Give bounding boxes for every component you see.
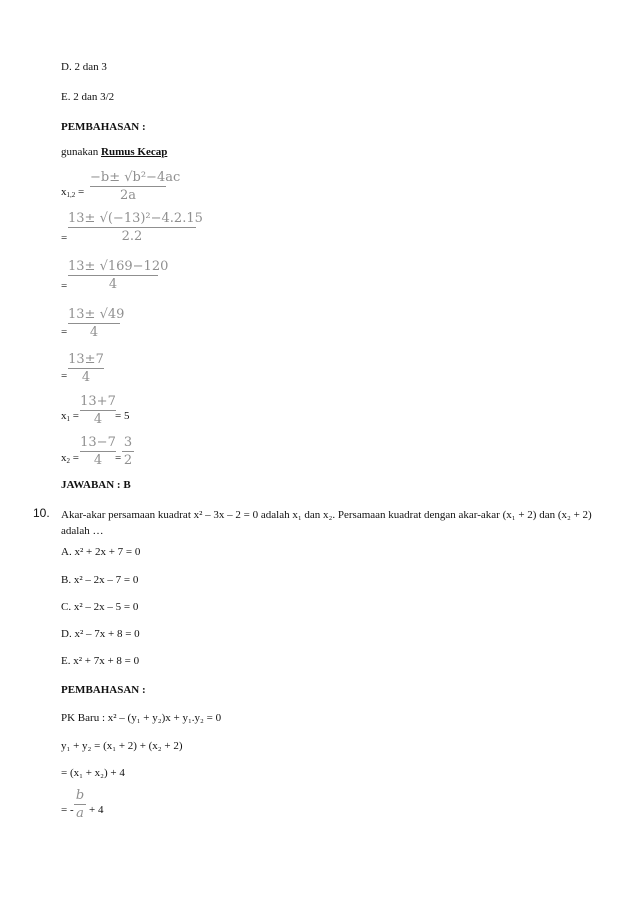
jawaban-answer: JAWABAN : B xyxy=(61,479,131,491)
x1-result: = 5 xyxy=(115,410,130,422)
option-d: D. 2 dan 3 xyxy=(61,61,107,73)
step1-eq: = xyxy=(61,232,68,244)
gunakan-label: gunakan xyxy=(61,146,102,158)
formula-numerator: −b± √b²−4ac xyxy=(90,170,181,185)
formula-denominator: 2a xyxy=(119,188,137,203)
x2-denominator: 4 xyxy=(93,453,103,468)
b-over-a-fraction xyxy=(74,788,86,821)
step3-denominator: 4 xyxy=(89,325,99,340)
x2-eq: = xyxy=(115,452,122,464)
step2-fraction xyxy=(68,259,169,292)
step2-denominator: 4 xyxy=(108,277,118,292)
step4-numerator: 13±7 xyxy=(68,352,104,367)
step1-denominator: 2.2 xyxy=(121,229,143,244)
step4-eq: = xyxy=(61,370,68,382)
quadratic-formula xyxy=(90,170,181,203)
pembahasan-heading-q10: PEMBAHASAN : xyxy=(61,684,146,696)
gunakan-text xyxy=(61,145,167,159)
step2-numerator: 13± √169−120 xyxy=(68,259,169,274)
pembahasan-heading: PEMBAHASAN : xyxy=(61,121,146,133)
x1-fraction xyxy=(80,394,116,427)
option-d-q10: D. x² – 7x + 8 = 0 xyxy=(61,628,140,640)
x1-label: $x_1$ = xyxy=(61,410,79,423)
x2-fraction xyxy=(80,435,116,468)
a-denominator: a xyxy=(76,806,84,821)
step1-fraction xyxy=(68,211,203,244)
last-prefix: = - xyxy=(61,804,74,816)
x2-numerator: 13−7 xyxy=(80,435,116,450)
sum-line: y₁ + y₂ = (x₁ + 2) + (x₂ + 2) xyxy=(61,740,183,752)
pk-baru-line: PK Baru : x² – (y₁ + y₂)x + y₁.y₂ = 0 xyxy=(61,712,222,724)
x2-result-fraction xyxy=(122,435,134,468)
option-c: C. x² – 2x – 5 = 0 xyxy=(61,601,139,613)
option-e-q10: E. x² + 7x + 8 = 0 xyxy=(61,655,140,667)
x2-result-numerator: 3 xyxy=(123,435,133,450)
x1-numerator: 13+7 xyxy=(80,394,116,409)
x12-label: $x_{1,2}$ = xyxy=(61,186,85,199)
step2-eq: = xyxy=(61,280,68,292)
step4-fraction xyxy=(68,352,104,385)
question-text: Akar-akar persamaan kuadrat x² – 3x – 2 = 0 adalah x₁ dan x₂. Persamaan kuadrat dengan akar-akar (x₁ + 2) dan (x₂ + 2) adalah … xyxy=(61,509,592,537)
step1-numerator: 13± √(−13)²−4.2.15 xyxy=(68,211,203,226)
step3-numerator: 13± √49 xyxy=(68,307,125,322)
step3-fraction xyxy=(68,307,125,340)
step4-denominator: 4 xyxy=(81,370,91,385)
option-e: E. 2 dan 3/2 xyxy=(61,91,115,103)
question-number: 10. xyxy=(33,506,50,520)
option-b: B. x² – 2x – 7 = 0 xyxy=(61,574,139,586)
step3-eq: = xyxy=(61,326,68,338)
last-suffix: + 4 xyxy=(89,804,104,816)
b-numerator: b xyxy=(75,788,85,803)
x1-denominator: 4 xyxy=(93,412,103,427)
sum-line-2: = (x₁ + x₂) + 4 xyxy=(61,767,125,779)
x2-label: $x_2$ = xyxy=(61,452,79,465)
option-a: A. x² + 2x + 7 = 0 xyxy=(61,546,141,558)
x2-result-denominator: 2 xyxy=(123,453,133,468)
rumus-kecap-link[interactable]: Rumus Kecap xyxy=(101,146,168,158)
